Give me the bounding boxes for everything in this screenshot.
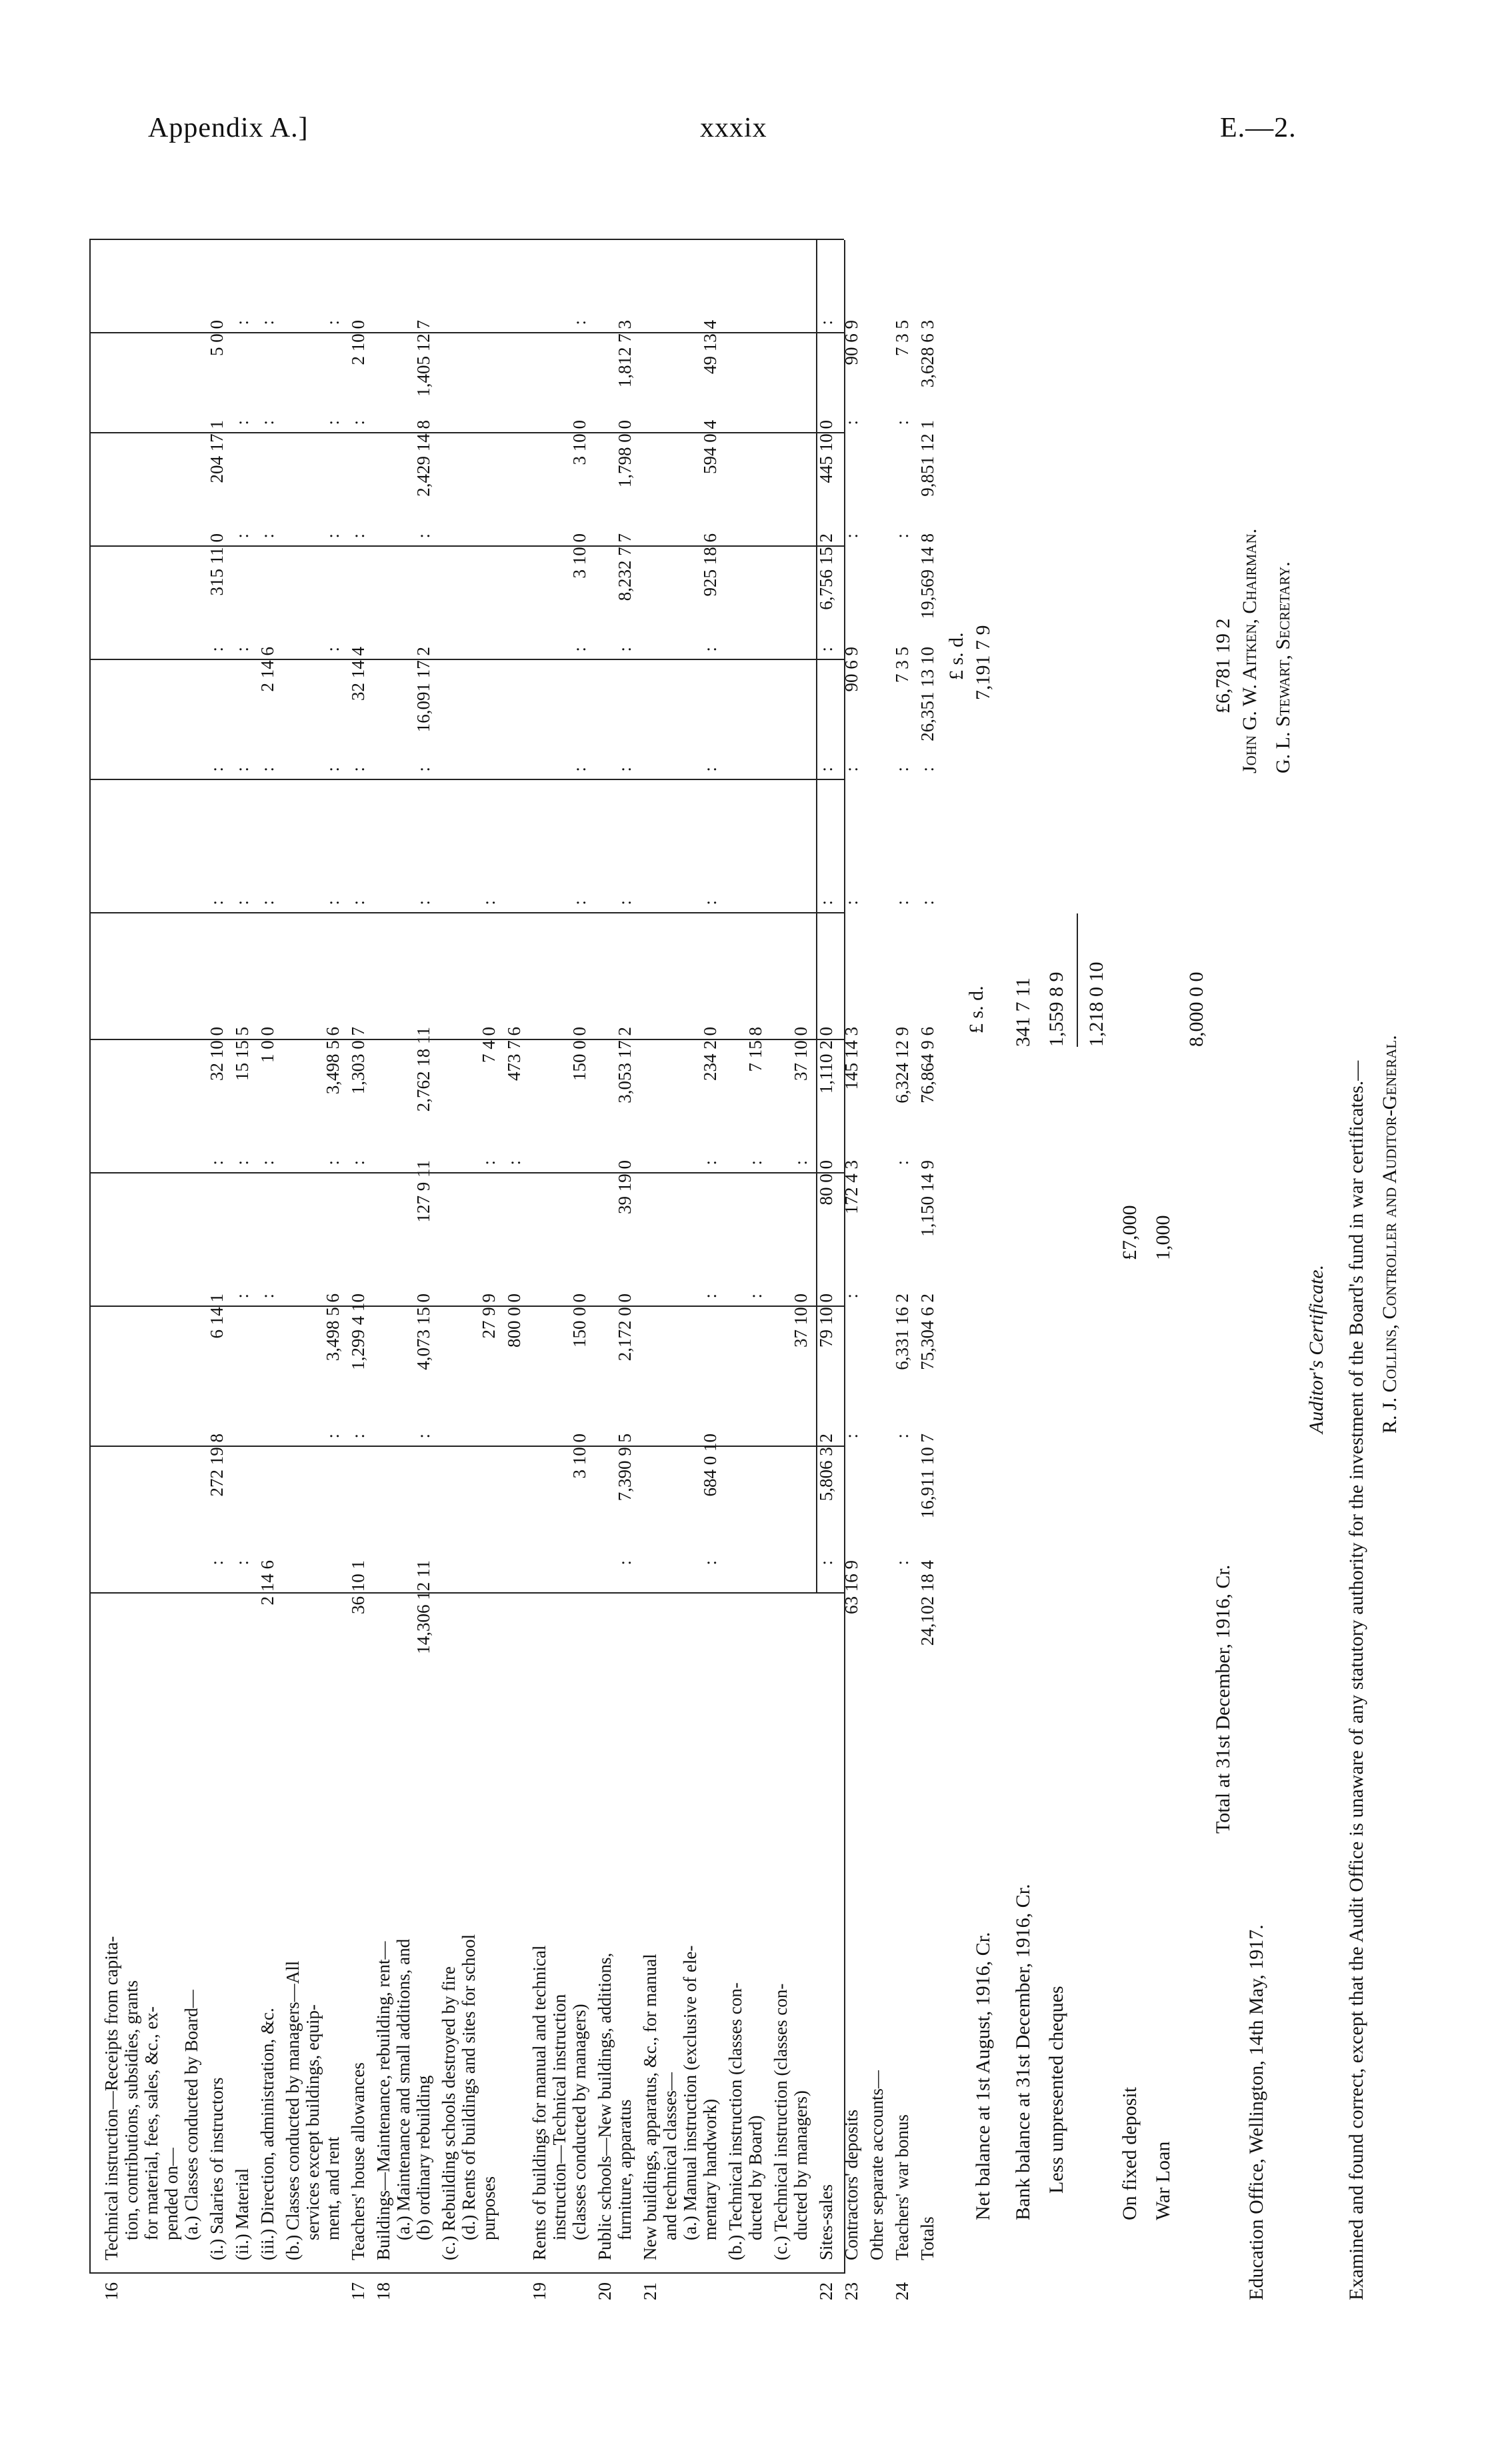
row-label-line: New buildings, apparatus, &c., for manual	[640, 1954, 660, 2260]
row-value: :	[348, 533, 368, 539]
row-value: 32 10 0	[207, 1027, 227, 1081]
column-rule	[89, 332, 844, 333]
bank-balance-label: Bank balance at 31st December, 1916, Cr.	[1012, 1884, 1034, 2220]
row-value: :	[232, 1294, 252, 1299]
row-value: :	[232, 647, 252, 652]
row-value: :	[348, 1434, 368, 1439]
row-value: :	[348, 767, 368, 772]
row-value: 6,756 15 2	[816, 533, 836, 610]
column-rule	[89, 659, 844, 660]
row-value: :	[479, 1160, 499, 1165]
row-number: 21	[640, 2282, 660, 2300]
row-value: 6,324 12 9	[892, 1027, 912, 1103]
row-value: 3 10 0	[569, 533, 589, 579]
row-label-line: (c.) Rebuilding schools destroyed by fire	[439, 1966, 459, 2260]
row-value: 3,053 17 2	[615, 1027, 635, 1103]
cert-text: Examined and found correct, except that the Audit Office is unaware of any statutory authority for the investment of the Board's fund in war certificates.—	[1345, 1060, 1367, 2300]
row-label-line: Public schools—New buildings, additions,	[595, 1952, 615, 2260]
row-value: :	[323, 420, 343, 425]
row-value: :	[413, 1434, 433, 1439]
v-1000: 1,000	[1152, 1215, 1174, 1260]
row-value: 9,851 12 1	[917, 420, 937, 497]
row-value: 6 14 1	[207, 1294, 227, 1339]
war-loan-label: War Loan	[1152, 2141, 1174, 2220]
row-label-line: Totals	[917, 2216, 937, 2260]
row-value: 19,569 14 8	[917, 533, 937, 619]
row-value: :	[257, 533, 277, 539]
row-value: 26,351 13 10	[917, 647, 937, 741]
row-value: :	[892, 1160, 912, 1165]
row-value: :	[745, 1294, 765, 1299]
row-value: 14,306 12 11	[413, 1560, 433, 1654]
row-value: :	[323, 647, 343, 652]
row-value: :	[207, 1560, 227, 1566]
row-label-line: (ii.) Material	[232, 2168, 252, 2260]
row-number: 18	[373, 2282, 393, 2300]
row-value: 4,073 15 0	[413, 1294, 433, 1370]
row-value: 5,806 3 2	[816, 1434, 836, 1502]
row-label-line: ducted by Board)	[745, 2115, 765, 2240]
row-label-line: Teachers' house allowances	[348, 2062, 368, 2260]
row-value: :	[569, 900, 589, 905]
row-label-line: Sites-sales	[816, 2184, 836, 2260]
row-label-line: (a.) Manual instruction (exclusive of ele-	[680, 1945, 700, 2240]
row-value: 16,911 10 7	[917, 1434, 937, 1519]
row-value: :	[257, 1294, 277, 1299]
row-number: 17	[348, 2282, 368, 2300]
row-number: 16	[101, 2282, 121, 2300]
row-value: :	[615, 647, 635, 652]
column-rule	[89, 432, 844, 433]
row-value: :	[323, 320, 343, 325]
row-value: :	[816, 1560, 836, 1566]
row-value: :	[323, 767, 343, 772]
column-rule	[89, 1592, 844, 1594]
row-value: :	[892, 1560, 912, 1566]
column-rule	[89, 1446, 844, 1447]
row-value: 80 0 0	[816, 1160, 836, 1205]
row-value: :	[348, 1160, 368, 1165]
row-value: 27 9 9	[479, 1294, 499, 1339]
rotated-table-page	[89, 167, 943, 2300]
row-value: 2 14 6	[257, 647, 277, 692]
row-value: 7 3 5	[892, 647, 912, 683]
row-value: :	[232, 420, 252, 425]
table-bottom-rule	[844, 240, 845, 2274]
row-label-line: mentary handwork)	[700, 2098, 720, 2240]
column-rule	[89, 1039, 844, 1040]
row-value: :	[413, 533, 433, 539]
column-rule	[89, 779, 844, 780]
row-number: 20	[595, 2282, 615, 2300]
row-label-line: Contractors' deposits	[841, 2109, 861, 2260]
row-label-line: (iii.) Direction, administration, &c.	[257, 2008, 277, 2260]
row-value: 37 10 0	[791, 1027, 811, 1081]
row-value: :	[745, 1160, 765, 1165]
row-value: 75,304 6 2	[917, 1294, 937, 1370]
row-value: :	[569, 320, 589, 325]
row-label-line: ment, and rent	[323, 2136, 343, 2240]
row-value: 79 10 0	[816, 1294, 836, 1348]
row-value: :	[917, 767, 937, 772]
totals-rule	[816, 240, 817, 1594]
row-value: :	[841, 1294, 861, 1299]
row-value: 2 10 0	[348, 320, 368, 365]
row-number: 22	[816, 2282, 836, 2300]
summary-block	[947, 167, 1512, 2300]
row-value: 150 0 0	[569, 1294, 589, 1348]
row-value: :	[816, 900, 836, 905]
row-value: 36 10 1	[348, 1560, 368, 1614]
row-value: 594 0 4	[700, 420, 720, 474]
row-label-line: (classes conducted by managers)	[569, 2004, 589, 2240]
row-value: 800 0 0	[504, 1294, 524, 1348]
row-label-line: Other separate accounts—	[867, 2070, 887, 2260]
total-dec-label: Total at 31st December, 1916, Cr.	[1212, 1564, 1234, 1834]
row-value: 1,303 0 7	[348, 1027, 368, 1095]
row-value: :	[232, 900, 252, 905]
row-value: 1,812 7 3	[615, 320, 635, 388]
column-rule	[89, 239, 844, 240]
row-value: :	[569, 767, 589, 772]
row-value: 6,331 16 2	[892, 1294, 912, 1370]
row-value: 63 16 9	[841, 1560, 861, 1614]
row-value: 127 9 11	[413, 1160, 433, 1223]
row-value: :	[479, 900, 499, 905]
row-value: 272 19 8	[207, 1434, 227, 1497]
row-label-line: Buildings—Maintenance, rebuilding, rent—	[373, 1941, 393, 2260]
row-value: :	[841, 420, 861, 425]
row-value: :	[816, 320, 836, 325]
header-right: E.—2.	[1220, 113, 1297, 143]
row-value: :	[700, 647, 720, 652]
net-balance-label: Net balance at 1st August, 1916, Cr.	[972, 1932, 994, 2220]
row-value: 76,864 9 6	[917, 1027, 937, 1103]
row-value: :	[207, 1160, 227, 1165]
row-value: :	[892, 533, 912, 539]
row-number: 23	[841, 2282, 861, 2300]
row-value: 7 15 8	[745, 1027, 765, 1072]
row-value: :	[323, 1160, 343, 1165]
row-value: :	[892, 900, 912, 905]
lsd-head-1: £ s. d.	[965, 985, 987, 1033]
row-value: 315 11 0	[207, 533, 227, 596]
column-rule	[89, 545, 844, 547]
lsd-head-2: £ s. d.	[945, 632, 967, 680]
row-value: 3,498 5 6	[323, 1027, 343, 1095]
row-label-line: (a.) Maintenance and small additions, and	[393, 1938, 413, 2240]
row-label-line: Rents of buildings for manual and technical	[529, 1945, 549, 2260]
row-value: 2,762 18 11	[413, 1027, 433, 1112]
row-value: 1,405 12 7	[413, 320, 433, 397]
row-value: 204 17 1	[207, 420, 227, 483]
row-label-line: Technical instruction—Receipts from capita-	[101, 1936, 121, 2260]
row-value: 3 10 0	[569, 420, 589, 465]
row-value: :	[413, 900, 433, 905]
row-value: :	[892, 1434, 912, 1439]
column-rule	[89, 1306, 844, 1307]
row-value: :	[892, 767, 912, 772]
row-value: 1,110 2 0	[816, 1027, 836, 1094]
row-value: :	[816, 647, 836, 652]
row-label-line: for material, fees, sales, &c., ex-	[141, 2006, 161, 2240]
row-value: :	[615, 767, 635, 772]
row-label-line: (b.) Classes conducted by managers—All	[283, 1960, 303, 2260]
row-value: :	[323, 1434, 343, 1439]
row-label-line: ducted by managers)	[791, 2090, 811, 2240]
row-value: :	[207, 647, 227, 652]
row-value: :	[841, 900, 861, 905]
less-cheques-label: Less unpresented cheques	[1045, 1986, 1067, 2194]
row-value: :	[700, 900, 720, 905]
row-value: :	[917, 900, 937, 905]
row-label-line: and technical classes—	[660, 2072, 680, 2240]
row-label-line: pended on—	[161, 2148, 181, 2240]
row-label-line: instruction—Technical instruction	[549, 1994, 569, 2240]
row-value: :	[348, 420, 368, 425]
row-value: :	[232, 1160, 252, 1165]
row-label-line: purposes	[479, 2176, 499, 2240]
row-value: :	[323, 900, 343, 905]
row-value: :	[841, 533, 861, 539]
row-value: :	[207, 767, 227, 772]
cert-title: Auditor's Certificate.	[1305, 1264, 1327, 1434]
row-value: :	[700, 767, 720, 772]
row-value: :	[892, 420, 912, 425]
row-label-line: tion, contributions, subsidies, grants	[121, 1980, 141, 2240]
row-value: 1,798 0 0	[615, 420, 635, 488]
row-value: 16,091 17 2	[413, 647, 433, 733]
row-value: :	[816, 767, 836, 772]
column-rule	[89, 1172, 844, 1173]
row-value: 39 19 0	[615, 1160, 635, 1214]
row-value: :	[841, 1434, 861, 1439]
row-value: 5 0 0	[207, 320, 227, 356]
row-value: 145 14 3	[841, 1027, 861, 1090]
row-label-line: (d.) Rents of buildings and sites for school	[459, 1934, 479, 2240]
row-value: 24,102 18 4	[917, 1560, 937, 1646]
row-value: :	[232, 533, 252, 539]
fixed-deposit-label: On fixed deposit	[1119, 2087, 1141, 2220]
row-value: :	[413, 767, 433, 772]
row-value: 1,150 14 9	[917, 1160, 937, 1237]
row-value: 2,429 14 8	[413, 420, 433, 497]
row-value: 445 10 0	[816, 420, 836, 483]
row-value: 2,172 0 0	[615, 1294, 635, 1362]
row-value: 8,232 7 7	[615, 533, 635, 601]
row-value: 7 4 0	[479, 1027, 499, 1063]
row-value: 90 6 9	[841, 647, 861, 692]
total-6781: £6,781 19 2	[1212, 618, 1234, 713]
row-value: 15 15 5	[232, 1027, 252, 1081]
row-value: 684 0 10	[700, 1434, 720, 1497]
row-value: :	[232, 1560, 252, 1566]
v-1559: 1,559 8 9	[1045, 971, 1067, 1047]
row-value: :	[257, 320, 277, 325]
v-8000: 8,000 0 0	[1185, 971, 1207, 1047]
row-value: :	[257, 1160, 277, 1165]
row-value: 172 4 3	[841, 1160, 861, 1214]
auditor-sign: R. J. Collins, Controller and Auditor-General.	[1379, 1035, 1401, 1434]
row-label-line: (b.) Technical instruction (classes con-	[725, 1982, 745, 2260]
row-value: :	[841, 767, 861, 772]
row-label-line: Teachers' war bonus	[892, 2114, 912, 2260]
row-number: 24	[892, 2282, 912, 2300]
sub-rule	[1077, 913, 1078, 1047]
row-value: 3 10 0	[569, 1434, 589, 1479]
row-value: 150 0 0	[569, 1027, 589, 1081]
row-value: 37 10 0	[791, 1294, 811, 1348]
total-7191: 7,191 7 9	[972, 625, 994, 700]
v-1218: 1,218 0 10	[1085, 961, 1107, 1047]
row-value: :	[257, 900, 277, 905]
row-value: :	[348, 900, 368, 905]
row-value: :	[232, 767, 252, 772]
column-rule	[89, 912, 844, 913]
row-value: :	[504, 1160, 524, 1165]
row-value: :	[232, 320, 252, 325]
row-value: 32 14 4	[348, 647, 368, 701]
row-number: 19	[529, 2282, 549, 2300]
row-value: :	[615, 900, 635, 905]
row-value: :	[791, 1160, 811, 1165]
v-7000: £7,000	[1119, 1205, 1141, 1260]
row-value: 7 3 5	[892, 320, 912, 356]
row-value: :	[700, 1560, 720, 1566]
row-value: :	[700, 1294, 720, 1299]
row-value: :	[615, 1560, 635, 1566]
header-left: Appendix A.]	[148, 113, 309, 143]
row-label-line: (i.) Salaries of instructors	[207, 2077, 227, 2260]
row-value: 7,390 9 5	[615, 1434, 635, 1502]
row-value: :	[257, 420, 277, 425]
row-value: 3,628 6 3	[917, 320, 937, 388]
row-value: 1 0 0	[257, 1027, 277, 1063]
chairman-sign: John G. W. Aitken, Chairman.	[1239, 528, 1261, 773]
row-value: 3,498 5 6	[323, 1294, 343, 1362]
row-value: 925 18 6	[700, 533, 720, 597]
row-value: 90 6 9	[841, 320, 861, 365]
row-value: 473 7 6	[504, 1027, 524, 1081]
row-label-line: services except buildings, equip-	[303, 2004, 323, 2240]
row-label-line: (a.) Classes conducted by Board—	[181, 1990, 201, 2240]
row-value: :	[257, 767, 277, 772]
row-value: :	[700, 1160, 720, 1165]
row-label-line: (c.) Technical instruction (classes con-	[771, 1983, 791, 2260]
row-value: :	[323, 533, 343, 539]
row-label-line: (b) ordinary rebuilding	[413, 2075, 433, 2240]
row-label-line: furniture, apparatus	[615, 2099, 635, 2240]
header-center: xxxix	[700, 113, 767, 143]
row-value: :	[207, 900, 227, 905]
row-value: 1,299 4 10	[348, 1294, 368, 1370]
secretary-sign: G. L. Stewart, Secretary.	[1272, 561, 1294, 773]
column-rule	[89, 2272, 844, 2274]
row-value: 234 2 0	[700, 1027, 720, 1081]
row-value: 49 13 4	[700, 320, 720, 374]
row-value: :	[569, 647, 589, 652]
row-value: 2 14 6	[257, 1560, 277, 1606]
office-line: Education Office, Wellington, 14th May, 1917.	[1245, 1924, 1267, 2300]
v-341: 341 7 11	[1012, 977, 1034, 1047]
